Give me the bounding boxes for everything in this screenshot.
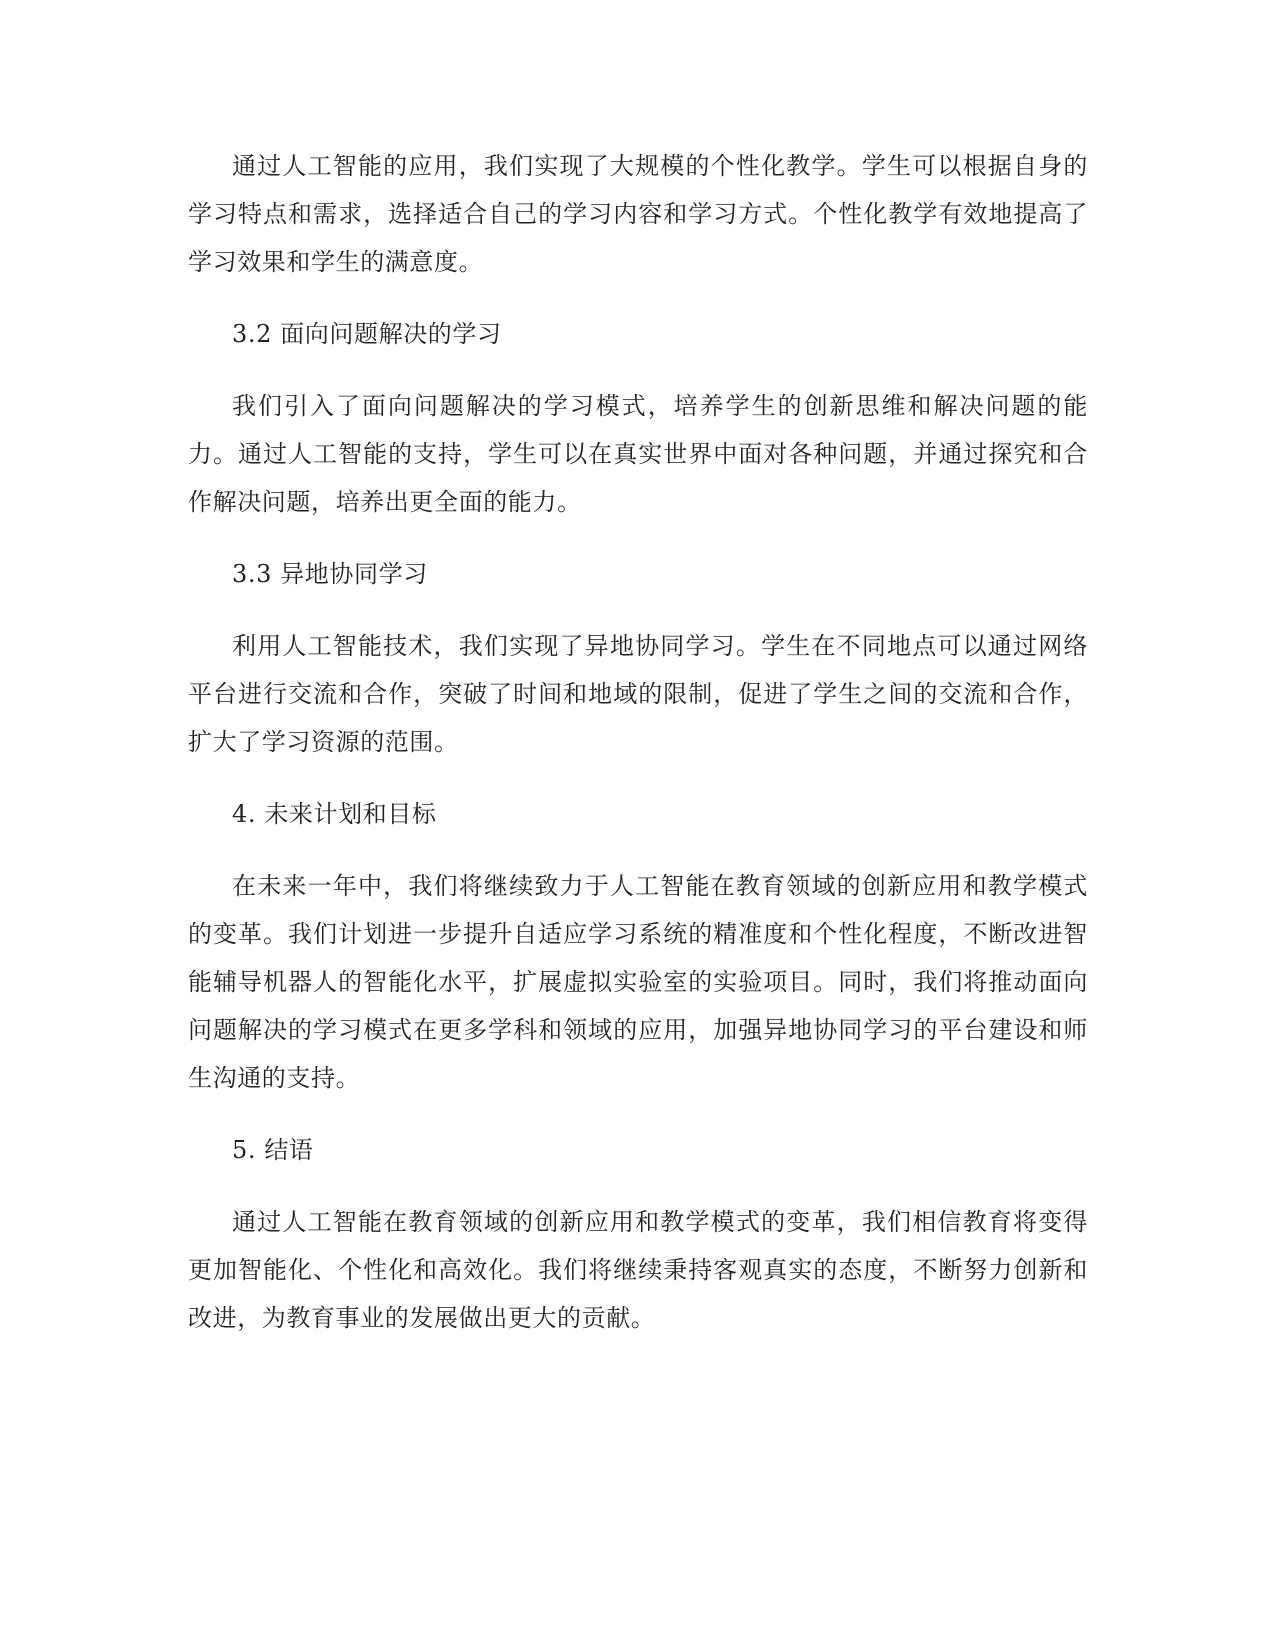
paragraph-future-plans: 在未来一年中，我们将继续致力于人工智能在教育领域的创新应用和教学模式的变革。我们计划进一步提升自适应学习系统的精准度和个性化程度，不断改进智能辅导机器人的智能化水平，扩展虚拟实验室的实验项目。同时，我们将推动面向问题解决的学习模式在更多学科和领域的应用，加强异地协同学习的平台建设和师生沟通的支持。 (188, 872, 1088, 1092)
paragraph-problem-solving-learning: 我们引入了面向问题解决的学习模式，培养学生的创新思维和解决问题的能力。通过人工智能的支持，学生可以在真实世界中面对各种问题，并通过探究和合作解决问题，培养出更全面的能力。 (188, 392, 1088, 516)
paragraph-personalized-teaching: 通过人工智能的应用，我们实现了大规模的个性化教学。学生可以根据自身的学习特点和需求，选择适合自己的学习内容和学习方式。个性化教学有效地提高了学习效果和学生的满意度。 (188, 152, 1088, 276)
document-body (188, 142, 1088, 1366)
paragraph-remote-collaborative-learning: 利用人工智能技术，我们实现了异地协同学习。学生在不同地点可以通过网络平台进行交流和合作，突破了时间和地域的限制，促进了学生之间的交流和合作，扩大了学习资源的范围。 (188, 632, 1088, 756)
heading-problem-solving-learning: 3.2 面向问题解决的学习 (232, 320, 502, 348)
paragraph-conclusion: 通过人工智能在教育领域的创新应用和教学模式的变革，我们相信教育将变得更加智能化、个性化和高效化。我们将继续秉持客观真实的态度，不断努力创新和改进，为教育事业的发展做出更大的贡献。 (188, 1208, 1088, 1332)
heading-conclusion: 5. 结语 (232, 1136, 314, 1164)
heading-future-plans: 4. 未来计划和目标 (232, 800, 437, 828)
heading-remote-collaborative-learning: 3.3 异地协同学习 (232, 560, 428, 588)
